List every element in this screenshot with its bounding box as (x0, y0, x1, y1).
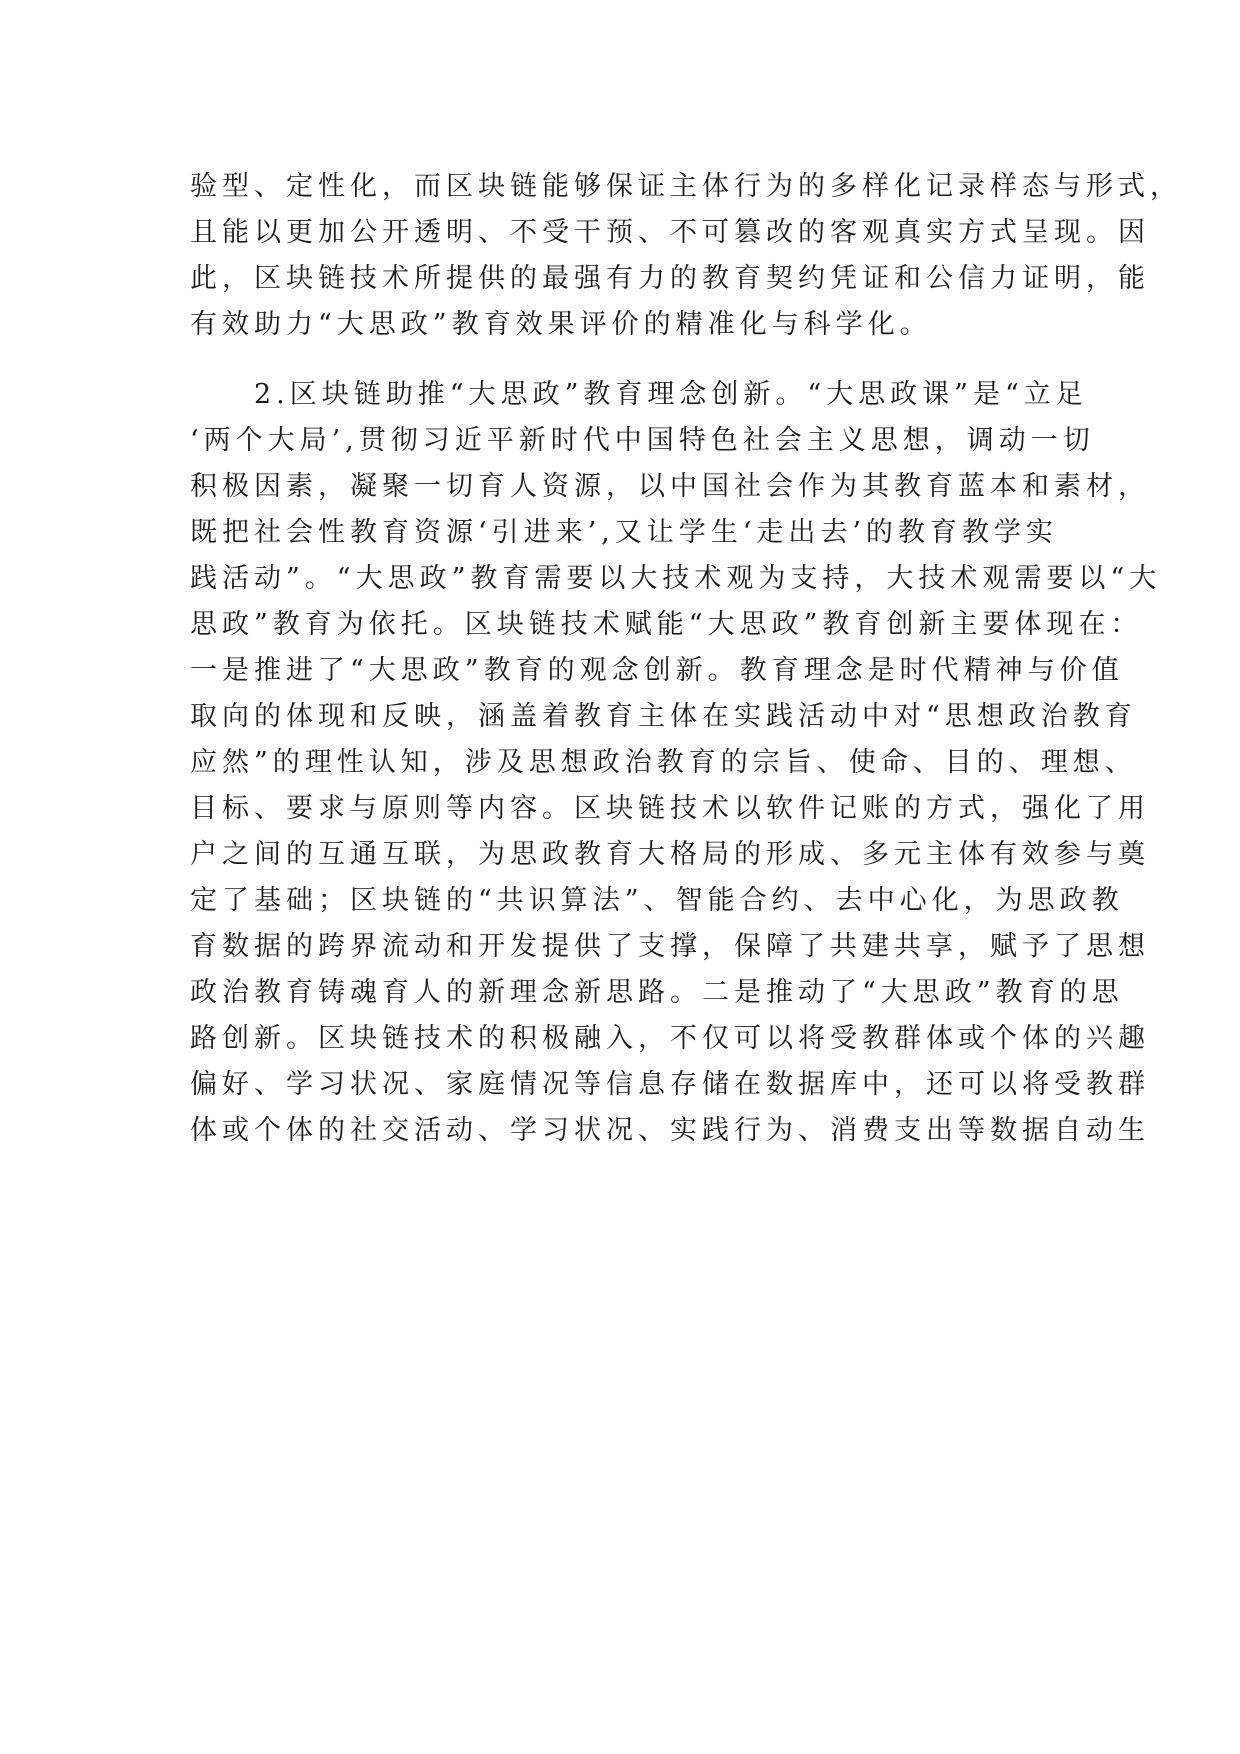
text-line: 此，区块链技术所提供的最强有力的教育契约凭证和公信力证明，能 (190, 263, 1150, 294)
text-line: 且能以更加公开透明、不受干预、不可篡改的客观真实方式呈现。因 (190, 217, 1150, 248)
text-line: 既把社会性教育资源‘引进来’,又让学生‘走出去’的教育教学实 (190, 517, 1058, 548)
text-line: 2.区块链助推“大思政”教育理念创新。“大思政课”是“立足 (190, 379, 1088, 410)
text-line: 政治教育铸魂育人的新理念新思路。二是推动了“大思政”教育的思 (190, 977, 1124, 1008)
text-line: 思政”教育为依托。区块链技术赋能“大思政”教育创新主要体现在： (190, 609, 1143, 640)
text-line: 验型、定性化，而区块链能够保证主体行为的多样化记录样态与形式， (190, 171, 1182, 202)
text-line: 取向的体现和反映，涵盖着教育主体在实践活动中对“思想政治教育 (190, 701, 1137, 732)
text-line: 路创新。区块链技术的积极融入，不仅可以将受教群体或个体的兴趣 (190, 1023, 1150, 1054)
paragraph-1 (190, 164, 1182, 348)
text-line: 户之间的互通互联，为思政教育大格局的形成、多元主体有效参与奠 (190, 839, 1150, 870)
text-line: 积极因素，凝聚一切育人资源，以中国社会作为其教育蓝本和素材， (190, 471, 1150, 502)
text-line: ‘两个大局’,贯彻习近平新时代中国特色社会主义思想，调动一切 (190, 425, 1095, 456)
text-line: 育数据的跨界流动和开发提供了支撑，保障了共建共享，赋予了思想 (190, 931, 1150, 962)
paragraph-spacer (190, 348, 1060, 372)
text-line: 定了基础；区块链的“共识算法”、智能合约、去中心化，为思政教 (190, 885, 1124, 916)
text-line: 有效助力“大思政”教育效果评价的精准化与科学化。 (190, 309, 932, 340)
text-line: 践活动”。“大思政”教育需要以大技术观为支持，大技术观需要以“大 (190, 563, 1162, 594)
text-line: 体或个体的社交活动、学习状况、实践行为、消费支出等数据自动生 (190, 1115, 1150, 1146)
text-line: 目标、要求与原则等内容。区块链技术以软件记账的方式，强化了用 (190, 793, 1150, 824)
text-line: 应然”的理性认知，涉及思想政治教育的宗旨、使命、目的、理想、 (190, 747, 1137, 778)
text-line: 偏好、学习状况、家庭情况等信息存储在数据库中，还可以将受教群 (190, 1069, 1150, 1100)
body-text (190, 164, 1182, 1154)
paragraph-2 (190, 372, 1162, 1154)
text-line: 一是推进了“大思政”教育的观念创新。教育理念是时代精神与价值 (190, 655, 1124, 686)
